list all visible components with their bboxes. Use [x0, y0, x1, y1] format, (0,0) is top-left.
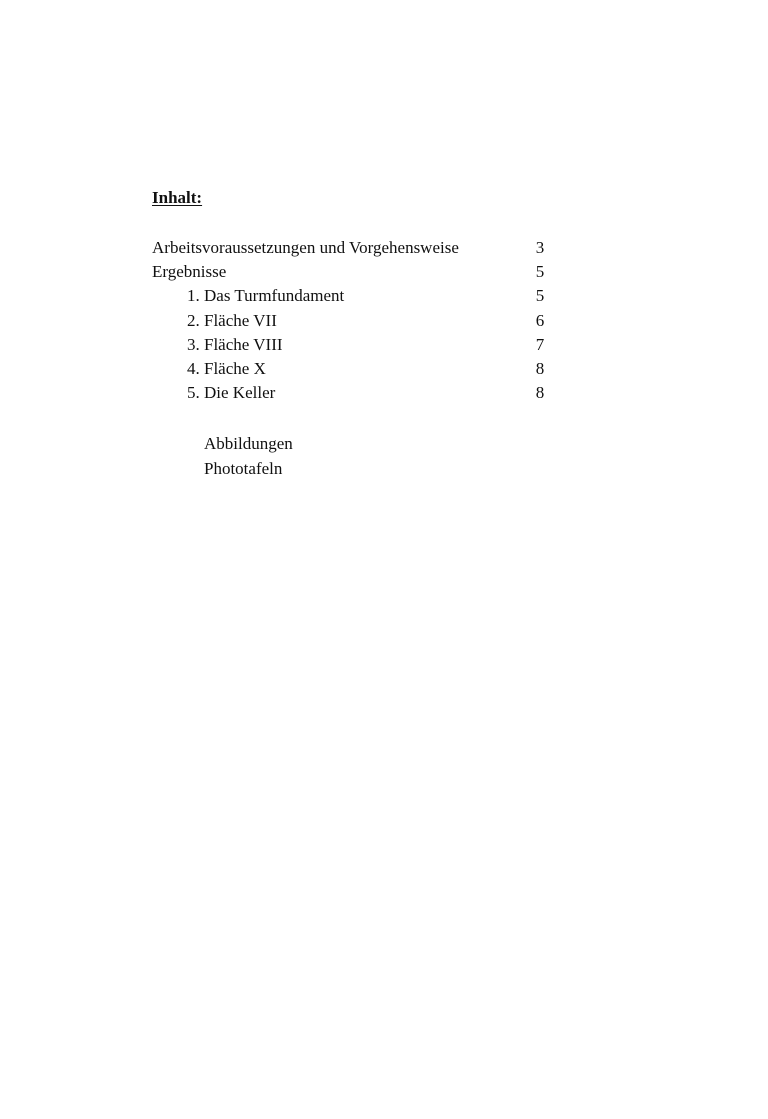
toc-entry-page: 3: [535, 238, 545, 257]
toc-subentry: [152, 381, 547, 405]
toc-heading: Inhalt:: [152, 188, 203, 207]
toc-subentry: [152, 357, 547, 381]
toc-entry-label: 4. Fläche X: [187, 358, 266, 378]
toc-entry: [152, 236, 547, 260]
toc-entry-page: 6: [535, 310, 545, 330]
toc-entry-page: 5: [535, 262, 545, 282]
toc-entry-label: Arbeitsvoraussetzungen und Vorgehensweise: [152, 238, 459, 257]
appendix-item: Phototafeln: [204, 458, 283, 478]
toc-entry-label: 5. Die Keller: [187, 383, 276, 403]
toc-list: [152, 236, 547, 405]
toc-entry-label: 2. Fläche VII: [187, 310, 277, 330]
toc-entry-page: 7: [535, 334, 545, 354]
toc-entry-label: 1. Das Turmfundament: [187, 286, 345, 306]
toc-entry-page: 5: [535, 286, 545, 306]
toc-entry: [152, 260, 547, 284]
toc-entry-page: 8: [535, 383, 545, 403]
toc-subentry: [152, 309, 547, 333]
toc-entry-page: 8: [535, 358, 545, 378]
toc-subentry: [152, 333, 547, 357]
toc-entry-label: 3. Fläche VIII: [187, 334, 283, 354]
toc-subentry: [152, 284, 547, 308]
appendix-item: Abbildungen: [204, 434, 293, 453]
toc-entry-label: Ergebnisse: [152, 262, 227, 282]
appendix-list: [204, 432, 293, 481]
